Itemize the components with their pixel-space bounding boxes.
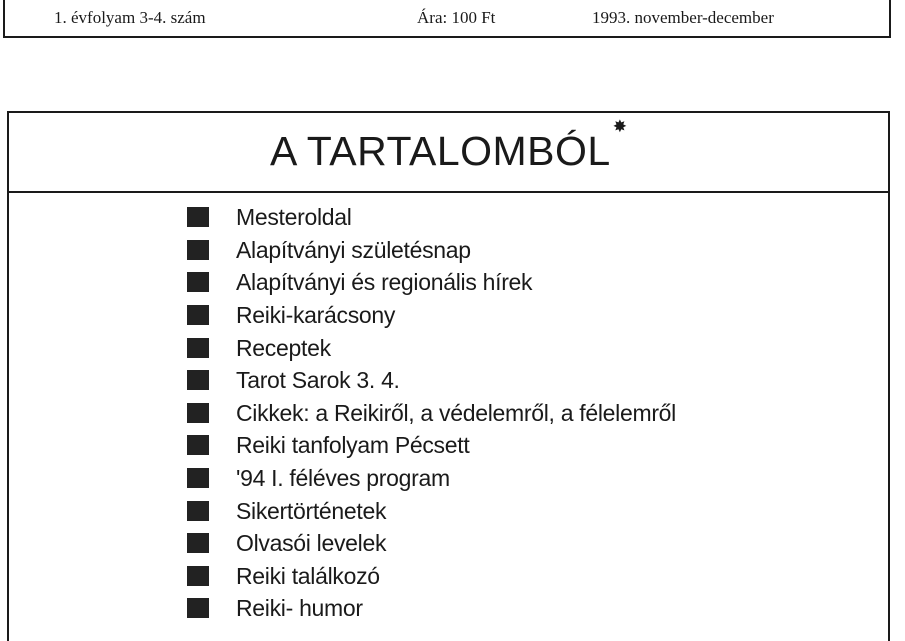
square-bullet-icon xyxy=(187,305,209,325)
toc-item xyxy=(187,462,676,495)
toc-item-label: Sikertörténetek xyxy=(236,497,387,524)
square-bullet-icon xyxy=(187,566,209,586)
toc-item-label: Alapítványi születésnap xyxy=(236,236,471,263)
price-label: Ára: 100 Ft xyxy=(417,8,496,27)
toc-item-label: Reiki-karácsony xyxy=(236,302,396,329)
toc-item xyxy=(187,201,676,234)
table-of-contents-box xyxy=(7,111,890,641)
toc-item-label: '94 I. féléves program xyxy=(236,465,450,492)
toc-item-label: Reiki- humor xyxy=(236,595,363,622)
toc-item-label: Cikkek: a Reikiről, a védelemről, a félelemről xyxy=(236,399,676,426)
toc-item xyxy=(187,331,676,364)
toc-item xyxy=(187,364,676,397)
square-bullet-icon xyxy=(187,272,209,292)
square-bullet-icon xyxy=(187,435,209,455)
toc-item-label: Mesteroldal xyxy=(236,204,352,231)
toc-title: A TARTALOMBÓL xyxy=(270,128,611,174)
masthead-info-bar xyxy=(3,0,891,38)
square-bullet-icon xyxy=(187,598,209,618)
issue-date: 1993. november-december xyxy=(592,8,774,27)
square-bullet-icon xyxy=(187,240,209,260)
toc-list xyxy=(187,201,676,625)
square-bullet-icon xyxy=(187,370,209,390)
toc-item xyxy=(187,429,676,462)
toc-item xyxy=(187,494,676,527)
toc-title-row xyxy=(9,113,888,193)
toc-item-label: Reiki találkozó xyxy=(236,562,380,589)
issue-number: 1. évfolyam 3-4. szám xyxy=(54,8,206,27)
toc-item xyxy=(187,560,676,593)
toc-item xyxy=(187,527,676,560)
toc-item xyxy=(187,266,676,299)
toc-item-label: Alapítványi és regionális hírek xyxy=(236,269,533,296)
toc-item-label: Receptek xyxy=(236,334,331,361)
square-bullet-icon xyxy=(187,207,209,227)
square-bullet-icon xyxy=(187,501,209,521)
toc-item xyxy=(187,234,676,267)
ornament-icon: ✸ xyxy=(612,117,627,136)
toc-item xyxy=(187,592,676,625)
toc-item xyxy=(187,299,676,332)
square-bullet-icon xyxy=(187,403,209,423)
toc-item-label: Tarot Sarok 3. 4. xyxy=(236,367,400,394)
square-bullet-icon xyxy=(187,533,209,553)
square-bullet-icon xyxy=(187,338,209,358)
toc-item-label: Olvasói levelek xyxy=(236,530,387,557)
square-bullet-icon xyxy=(187,468,209,488)
toc-item-label: Reiki tanfolyam Pécsett xyxy=(236,432,470,459)
toc-item xyxy=(187,397,676,430)
